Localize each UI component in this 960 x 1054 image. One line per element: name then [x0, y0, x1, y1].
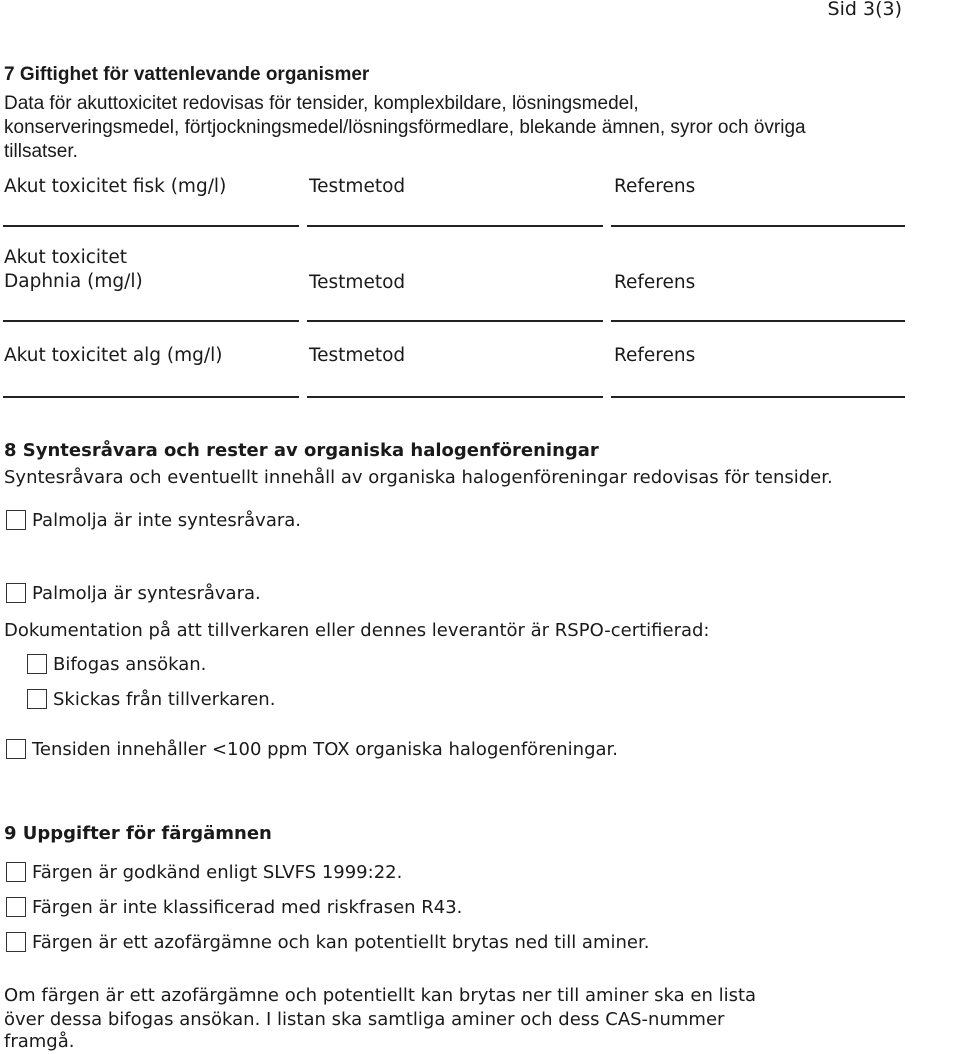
algae-toxicity-label: Akut toxicitet alg (mg/l) [4, 345, 223, 366]
palm-oil-not-raw-checkbox[interactable] [6, 510, 26, 530]
tox-below-limit-checkbox[interactable] [6, 739, 26, 759]
fish-toxicity-input-line[interactable] [3, 225, 299, 227]
azo-dye-label: Färgen är ett azofärgämne och kan potentiellt brytas ned till aminer. [32, 932, 650, 953]
rspo-documentation-text: Dokumentation på att tillverkaren eller dennes leverantör är RSPO-certifierad: [4, 620, 710, 641]
attached-application-checkbox[interactable] [27, 654, 47, 674]
section-7-heading: 7 Giftighet för vattenlevande organismer [4, 64, 370, 85]
daphnia-toxicity-label-line-1: Akut toxicitet [4, 247, 127, 268]
section-8-heading: 8 Syntesråvara och rester av organiska halogenföreningar [4, 440, 599, 461]
section-7-intro-line-2: konserveringsmedel, förtjockningsmedel/lösningsförmedlare, blekande ämnen, syror och övriga [4, 117, 806, 138]
fish-reference-label: Referens [614, 176, 696, 197]
page-number: Sid 3(3) [827, 0, 902, 20]
azo-note-line-1: Om färgen är ett azofärgämne och potentiellt kan brytas ner till aminer ska en lista [4, 985, 757, 1006]
algae-reference-label: Referens [614, 345, 696, 366]
section-7-intro-line-3: tillsatser. [4, 141, 78, 162]
algae-reference-input-line[interactable] [611, 396, 905, 398]
daphnia-toxicity-label-line-2: Daphnia (mg/l) [4, 271, 143, 292]
azo-dye-checkbox[interactable] [6, 932, 26, 952]
section-7-intro-line-1: Data för akuttoxicitet redovisas för tensider, komplexbildare, lösningsmedel, [4, 93, 639, 114]
attached-application-label: Bifogas ansökan. [53, 654, 207, 675]
palm-oil-not-raw-label: Palmolja är inte syntesråvara. [32, 510, 302, 531]
sent-by-manufacturer-checkbox[interactable] [27, 689, 47, 709]
dye-approved-checkbox[interactable] [6, 862, 26, 882]
daphnia-reference-input-line[interactable] [611, 320, 905, 322]
sent-by-manufacturer-label: Skickas från tillverkaren. [53, 689, 276, 710]
daphnia-method-input-line[interactable] [307, 320, 603, 322]
tox-below-limit-label: Tensiden innehåller <100 ppm TOX organiska halogenföreningar. [32, 739, 619, 760]
daphnia-toxicity-input-line[interactable] [3, 320, 299, 322]
dye-not-classified-checkbox[interactable] [6, 897, 26, 917]
daphnia-method-label: Testmetod [309, 272, 406, 293]
daphnia-reference-label: Referens [614, 272, 696, 293]
algae-toxicity-input-line[interactable] [3, 396, 299, 398]
dye-approved-label: Färgen är godkänd enligt SLVFS 1999:22. [32, 862, 403, 883]
algae-method-input-line[interactable] [307, 396, 603, 398]
azo-note-line-2: över dessa bifogas ansökan. I listan ska samtliga aminer och dess CAS-nummer [4, 1009, 725, 1030]
section-8-intro: Syntesråvara och eventuellt innehåll av organiska halogenföreningar redovisas för tensider. [4, 467, 833, 488]
dye-not-classified-label: Färgen är inte klassificerad med riskfrasen R43. [32, 897, 463, 918]
azo-note-line-3: framgå. [4, 1031, 75, 1052]
fish-reference-input-line[interactable] [611, 225, 905, 227]
section-9-heading: 9 Uppgifter för färgämnen [4, 823, 272, 844]
palm-oil-raw-label: Palmolja är syntesråvara. [32, 583, 261, 604]
fish-method-input-line[interactable] [307, 225, 603, 227]
fish-toxicity-label: Akut toxicitet fisk (mg/l) [4, 176, 227, 197]
palm-oil-raw-checkbox[interactable] [6, 583, 26, 603]
algae-method-label: Testmetod [309, 345, 406, 366]
fish-method-label: Testmetod [309, 176, 406, 197]
